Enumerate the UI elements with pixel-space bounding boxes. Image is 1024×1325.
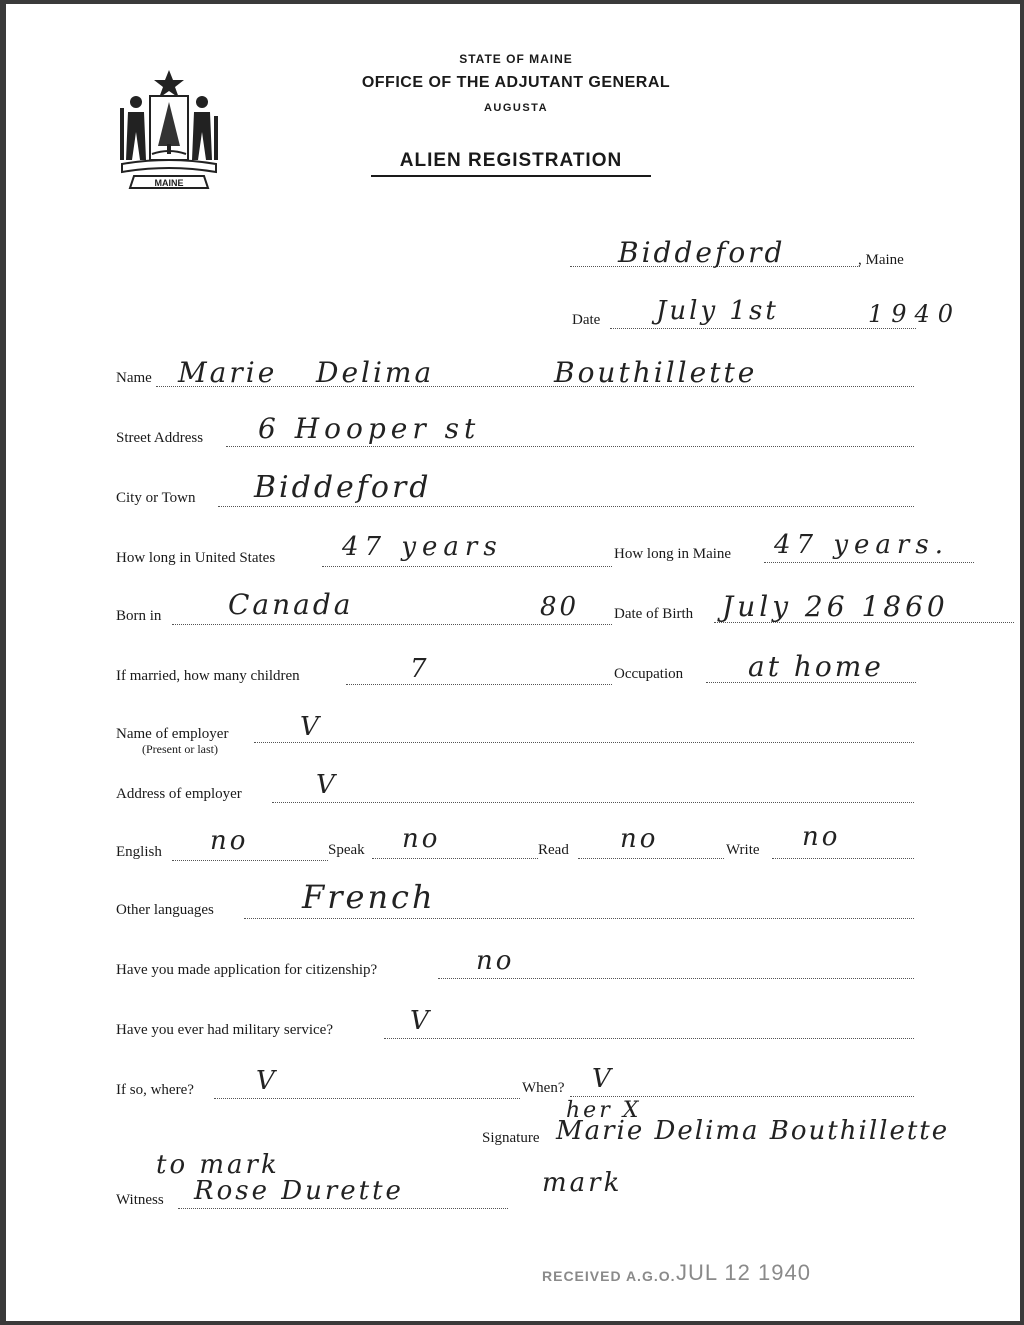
occupation-label: Occupation (614, 666, 684, 682)
date-label: Date (572, 312, 601, 328)
date-year-value: 1940 (868, 300, 962, 328)
witness-line (178, 1208, 508, 1209)
speak-value: no (402, 824, 441, 854)
street-value: 6 Hooper st (258, 412, 481, 445)
write-label: Write (726, 842, 760, 858)
name-label: Name (116, 370, 152, 386)
when-line (570, 1096, 914, 1097)
how-long-us-label: How long in United States (116, 550, 276, 566)
english-value: no (210, 826, 249, 856)
children-label: If married, how many children (116, 668, 300, 684)
born-in-value: Canada (228, 588, 354, 621)
how-long-maine-value: 47 years. (774, 530, 949, 560)
signature-note: her X (566, 1098, 642, 1123)
speak-line (372, 858, 538, 859)
write-line (772, 858, 914, 859)
city-value: Biddeford (254, 470, 432, 505)
dob-label: Date of Birth (614, 606, 694, 622)
when-value: V (592, 1064, 614, 1094)
when-label: When? (522, 1080, 565, 1096)
witness-note: to mark (156, 1150, 280, 1180)
employer-address-label: Address of employer (116, 786, 242, 802)
military-value: V (410, 1006, 432, 1036)
name-middle-value: Delima (316, 356, 435, 389)
citizenship-label: Have you made application for citizenship? (116, 962, 378, 978)
citizenship-value: no (476, 946, 515, 976)
age-value: 80 (540, 592, 580, 622)
mark-note: mark (542, 1168, 623, 1198)
where-value: V (256, 1066, 278, 1096)
other-languages-line (244, 918, 914, 919)
seal-label: MAINE (154, 178, 184, 188)
write-value: no (802, 822, 841, 852)
children-line (346, 684, 612, 685)
where-line (214, 1098, 520, 1099)
other-languages-value: French (302, 878, 436, 916)
date-line (610, 328, 916, 329)
citizenship-line (438, 978, 914, 979)
town-value: Biddeford (618, 236, 786, 269)
street-label: Street Address (116, 430, 204, 446)
occupation-value: at home (748, 650, 884, 683)
employer-sublabel: (Present or last) (142, 742, 218, 756)
children-value: 7 (410, 654, 430, 684)
name-first-value: Marie (178, 356, 278, 389)
town-suffix: , Maine (858, 252, 904, 268)
read-line (578, 858, 724, 859)
alien-registration-form (6, 4, 1020, 1321)
born-in-line (172, 624, 612, 625)
street-line (226, 446, 914, 447)
signature-label: Signature (482, 1130, 540, 1146)
employer-label: Name of employer (116, 726, 229, 742)
employer-value: V (300, 712, 322, 742)
dob-value: July 26 1860 (722, 590, 949, 623)
read-label: Read (538, 842, 569, 858)
military-label: Have you ever had military service? (116, 1022, 333, 1038)
state-of-maine-seal (114, 68, 224, 196)
received-stamp-label: RECEIVED A.G.O. (542, 1268, 676, 1284)
date-month-day-value: July 1st (656, 296, 779, 326)
born-in-label: Born in (116, 608, 162, 624)
office-heading: OFFICE OF THE ADJUTANT GENERAL (361, 74, 671, 91)
city-label: City or Town (116, 490, 196, 506)
military-line (384, 1038, 914, 1039)
state-heading: STATE OF MAINE (459, 52, 573, 66)
other-languages-label: Other languages (116, 902, 214, 918)
where-label: If so, where? (116, 1082, 194, 1098)
received-stamp-date: JUL 12 1940 (676, 1260, 811, 1285)
how-long-maine-label: How long in Maine (614, 546, 732, 562)
how-long-us-line (322, 566, 612, 567)
name-last-value: Bouthillette (554, 356, 758, 389)
employer-address-line (272, 802, 914, 803)
how-long-maine-line (764, 562, 974, 563)
form-title: ALIEN REGISTRATION (371, 150, 651, 177)
english-line (172, 860, 328, 861)
speak-label: Speak (328, 842, 365, 858)
employer-line (254, 742, 914, 743)
employer-address-value: V (316, 770, 338, 800)
signature-value: Marie Delima Bouthillette (556, 1116, 950, 1146)
how-long-us-value: 47 years (342, 532, 503, 562)
witness-value: Rose Durette (194, 1176, 404, 1206)
city-line (218, 506, 914, 507)
witness-label: Witness (116, 1192, 164, 1208)
read-value: no (620, 824, 659, 854)
english-label: English (116, 844, 162, 860)
city-heading: AUGUSTA (483, 102, 549, 114)
